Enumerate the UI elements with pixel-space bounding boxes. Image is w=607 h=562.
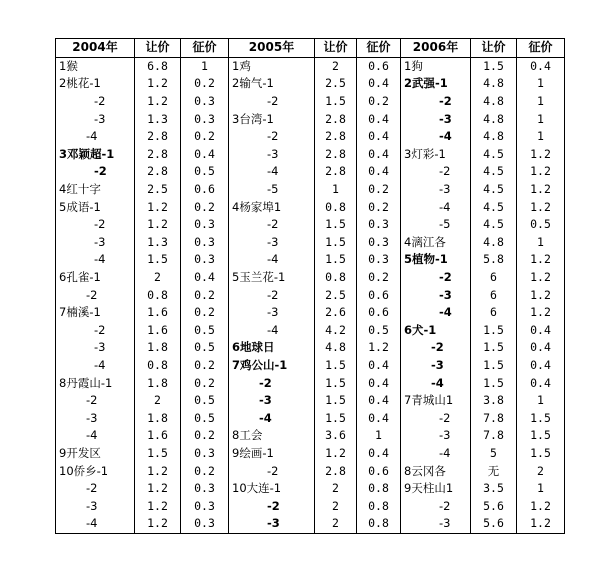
stamp-name-cell: -2 <box>229 286 315 304</box>
sell-price-cell: 1.6 <box>135 322 181 340</box>
buy-price-cell: 1.5 <box>517 445 565 463</box>
buy-price-cell: 0.4 <box>517 322 565 340</box>
sell-price-cell: 6 <box>471 286 517 304</box>
sell-price-cell: 2 <box>315 515 357 533</box>
buy-price-cell: 1.2 <box>357 339 401 357</box>
buy-price-cell: 0.4 <box>517 374 565 392</box>
buy-price-cell: 1 <box>181 57 229 75</box>
stamp-name-cell: -3 <box>401 286 471 304</box>
stamp-name-cell: -4 <box>401 304 471 322</box>
sell-price-cell: 2 <box>315 57 357 75</box>
buy-price-cell: 0.4 <box>357 75 401 93</box>
sell-price-cell: 2.8 <box>315 110 357 128</box>
buy-price-cell: 0.3 <box>181 445 229 463</box>
buy-price-cell: 0.4 <box>517 57 565 75</box>
buy-price-cell: 1 <box>517 128 565 146</box>
buy-price-cell: 0.3 <box>357 216 401 234</box>
buy-price-cell: 0.5 <box>181 163 229 181</box>
buy-price-cell: 0.4 <box>357 374 401 392</box>
stamp-name-cell: 2武强-1 <box>401 75 471 93</box>
buy-price-cell: 0.2 <box>357 181 401 199</box>
stamp-name-cell: -2 <box>229 216 315 234</box>
stamp-name-cell: -4 <box>229 251 315 269</box>
buy-price-cell: 1.2 <box>517 304 565 322</box>
sell-price-cell: 1.5 <box>471 322 517 340</box>
sell-price-cell: 1.2 <box>135 462 181 480</box>
col-2006-sell-price: 让价 <box>471 39 517 58</box>
stamp-name-cell: 8丹霞山-1 <box>56 374 135 392</box>
stamp-name-cell: 2桃花-1 <box>56 75 135 93</box>
sell-price-cell: 2.5 <box>315 75 357 93</box>
stamp-name-cell: 4杨家埠1 <box>229 198 315 216</box>
sell-price-cell: 1.2 <box>135 75 181 93</box>
sell-price-cell: 1.3 <box>135 110 181 128</box>
buy-price-cell: 1.5 <box>517 427 565 445</box>
sell-price-cell: 6.8 <box>135 57 181 75</box>
sell-price-cell: 1.2 <box>135 497 181 515</box>
buy-price-cell: 0.6 <box>357 286 401 304</box>
sell-price-cell: 2 <box>315 480 357 498</box>
buy-price-cell: 1 <box>517 93 565 111</box>
stamp-name-cell: -4 <box>56 251 135 269</box>
stamp-name-cell: 3邓颖超-1 <box>56 146 135 164</box>
buy-price-cell: 0.3 <box>181 110 229 128</box>
stamp-name-cell: -3 <box>401 515 471 533</box>
buy-price-cell: 1 <box>517 234 565 252</box>
buy-price-cell: 1 <box>357 427 401 445</box>
stamp-name-cell: 10侨乡-1 <box>56 462 135 480</box>
buy-price-cell: 0.4 <box>357 128 401 146</box>
buy-price-cell: 0.2 <box>181 198 229 216</box>
table-row <box>56 427 565 445</box>
sell-price-cell: 3.6 <box>315 427 357 445</box>
sell-price-cell: 1.5 <box>315 234 357 252</box>
table-row <box>56 146 565 164</box>
stamp-name-cell: -3 <box>229 146 315 164</box>
buy-price-cell: 0.5 <box>517 216 565 234</box>
stamp-name-cell: -2 <box>56 286 135 304</box>
buy-price-cell: 0.3 <box>357 251 401 269</box>
sell-price-cell: 4.8 <box>471 128 517 146</box>
sell-price-cell: 4.5 <box>471 146 517 164</box>
stamp-name-cell: -2 <box>229 497 315 515</box>
sell-price-cell: 3.5 <box>471 480 517 498</box>
buy-price-cell: 0.4 <box>181 146 229 164</box>
buy-price-cell: 0.2 <box>181 286 229 304</box>
buy-price-cell: 0.2 <box>181 357 229 375</box>
buy-price-cell: 0.3 <box>181 480 229 498</box>
table-row <box>56 409 565 427</box>
stamp-name-cell: -4 <box>229 322 315 340</box>
sell-price-cell: 1.2 <box>135 515 181 533</box>
buy-price-cell: 0.8 <box>357 480 401 498</box>
table-row <box>56 339 565 357</box>
buy-price-cell: 0.4 <box>357 445 401 463</box>
buy-price-cell: 0.4 <box>181 269 229 287</box>
stamp-price-table <box>55 38 565 534</box>
buy-price-cell: 0.2 <box>357 269 401 287</box>
sell-price-cell: 4.5 <box>471 181 517 199</box>
stamp-name-cell: -4 <box>401 128 471 146</box>
sell-price-cell: 1.6 <box>135 304 181 322</box>
sell-price-cell: 1.5 <box>135 251 181 269</box>
sell-price-cell: 2.8 <box>135 128 181 146</box>
col-2006-year: 2006年 <box>401 39 471 58</box>
buy-price-cell: 0.3 <box>181 93 229 111</box>
sell-price-cell: 1.5 <box>315 409 357 427</box>
stamp-name-cell: 9开发区 <box>56 445 135 463</box>
stamp-name-cell: -2 <box>56 322 135 340</box>
buy-price-cell: 0.2 <box>357 93 401 111</box>
sell-price-cell: 6 <box>471 269 517 287</box>
table-row <box>56 234 565 252</box>
col-2004-sell-price: 让价 <box>135 39 181 58</box>
buy-price-cell: 0.4 <box>357 163 401 181</box>
sell-price-cell: 1.2 <box>135 480 181 498</box>
sell-price-cell: 2.8 <box>315 128 357 146</box>
buy-price-cell: 1.2 <box>517 286 565 304</box>
table-row <box>56 216 565 234</box>
table-row <box>56 445 565 463</box>
sell-price-cell: 5.8 <box>471 251 517 269</box>
buy-price-cell: 0.8 <box>357 515 401 533</box>
table-row <box>56 251 565 269</box>
buy-price-cell: 0.6 <box>357 57 401 75</box>
sell-price-cell: 0.8 <box>135 357 181 375</box>
stamp-name-cell: -3 <box>229 515 315 533</box>
sell-price-cell: 7.8 <box>471 427 517 445</box>
col-2006-buy-price: 征价 <box>517 39 565 58</box>
stamp-name-cell: -4 <box>56 128 135 146</box>
col-2004-buy-price: 征价 <box>181 39 229 58</box>
sell-price-cell: 4.5 <box>471 216 517 234</box>
stamp-name-cell: -2 <box>401 163 471 181</box>
sell-price-cell: 2.6 <box>315 304 357 322</box>
buy-price-cell: 0.3 <box>357 234 401 252</box>
sell-price-cell: 4.8 <box>471 93 517 111</box>
stamp-name-cell: -5 <box>229 181 315 199</box>
stamp-name-cell: -2 <box>401 409 471 427</box>
buy-price-cell: 0.2 <box>181 462 229 480</box>
buy-price-cell: 0.5 <box>357 322 401 340</box>
sell-price-cell: 1.5 <box>471 57 517 75</box>
stamp-name-cell: 9天柱山1 <box>401 480 471 498</box>
sell-price-cell: 1.2 <box>135 216 181 234</box>
col-2005-year: 2005年 <box>229 39 315 58</box>
sell-price-cell: 0.8 <box>315 198 357 216</box>
buy-price-cell: 0.4 <box>357 409 401 427</box>
sell-price-cell: 1.2 <box>315 445 357 463</box>
stamp-name-cell: 6地球日 <box>229 339 315 357</box>
buy-price-cell: 1 <box>517 480 565 498</box>
stamp-name-cell: -3 <box>229 304 315 322</box>
buy-price-cell: 0.6 <box>181 181 229 199</box>
stamp-name-cell: -3 <box>56 409 135 427</box>
sell-price-cell: 2 <box>315 497 357 515</box>
stamp-name-cell: 3台湾-1 <box>229 110 315 128</box>
stamp-name-cell: -2 <box>56 392 135 410</box>
stamp-name-cell: -2 <box>229 93 315 111</box>
buy-price-cell: 0.6 <box>357 304 401 322</box>
sell-price-cell: 3.8 <box>471 392 517 410</box>
buy-price-cell: 1.2 <box>517 181 565 199</box>
stamp-name-cell: 1鸡 <box>229 57 315 75</box>
stamp-name-cell: 7青城山1 <box>401 392 471 410</box>
sell-price-cell: 5 <box>471 445 517 463</box>
stamp-name-cell: -3 <box>401 110 471 128</box>
stamp-name-cell: -2 <box>56 216 135 234</box>
table-row <box>56 181 565 199</box>
buy-price-cell: 0.3 <box>181 515 229 533</box>
table-row <box>56 128 565 146</box>
stamp-name-cell: -4 <box>401 445 471 463</box>
buy-price-cell: 0.5 <box>181 322 229 340</box>
stamp-name-cell: -2 <box>401 93 471 111</box>
stamp-name-cell: -3 <box>56 234 135 252</box>
buy-price-cell: 0.5 <box>181 339 229 357</box>
buy-price-cell: 0.4 <box>357 357 401 375</box>
stamp-name-cell: 4漓江各 <box>401 234 471 252</box>
buy-price-cell: 1.2 <box>517 251 565 269</box>
stamp-name-cell: -2 <box>401 339 471 357</box>
table-row <box>56 269 565 287</box>
table-row <box>56 286 565 304</box>
stamp-name-cell: -2 <box>56 480 135 498</box>
stamp-name-cell: -2 <box>229 374 315 392</box>
table-row <box>56 198 565 216</box>
buy-price-cell: 0.3 <box>181 234 229 252</box>
stamp-name-cell: 7鸡公山-1 <box>229 357 315 375</box>
stamp-name-cell: 5植物-1 <box>401 251 471 269</box>
stamp-name-cell: -2 <box>56 163 135 181</box>
stamp-name-cell: -3 <box>229 392 315 410</box>
table-row <box>56 515 565 533</box>
stamp-name-cell: -4 <box>401 374 471 392</box>
sell-price-cell: 4.5 <box>471 163 517 181</box>
stamp-name-cell: -4 <box>229 409 315 427</box>
sell-price-cell: 2 <box>135 269 181 287</box>
sell-price-cell: 1.5 <box>315 374 357 392</box>
buy-price-cell: 1.2 <box>517 146 565 164</box>
stamp-name-cell: 7楠溪-1 <box>56 304 135 322</box>
stamp-name-cell: 6犬-1 <box>401 322 471 340</box>
stamp-name-cell: -3 <box>56 110 135 128</box>
stamp-name-cell: 1狗 <box>401 57 471 75</box>
buy-price-cell: 1 <box>517 392 565 410</box>
buy-price-cell: 0.2 <box>357 198 401 216</box>
buy-price-cell: 2 <box>517 462 565 480</box>
buy-price-cell: 0.2 <box>181 75 229 93</box>
buy-price-cell: 0.4 <box>357 146 401 164</box>
stamp-name-cell: -3 <box>401 181 471 199</box>
buy-price-cell: 0.5 <box>181 392 229 410</box>
stamp-name-cell: -2 <box>56 93 135 111</box>
table-row <box>56 497 565 515</box>
sell-price-cell: 1.5 <box>471 339 517 357</box>
sell-price-cell: 1.5 <box>315 392 357 410</box>
sell-price-cell: 4.5 <box>471 198 517 216</box>
stamp-name-cell: -2 <box>401 269 471 287</box>
sell-price-cell: 0.8 <box>315 269 357 287</box>
buy-price-cell: 0.2 <box>181 374 229 392</box>
header-row <box>56 39 565 58</box>
stamp-name-cell: 5玉兰花-1 <box>229 269 315 287</box>
table-row <box>56 480 565 498</box>
sell-price-cell: 2.8 <box>135 146 181 164</box>
buy-price-cell: 1.2 <box>517 198 565 216</box>
buy-price-cell: 0.2 <box>181 304 229 322</box>
buy-price-cell: 1.2 <box>517 269 565 287</box>
buy-price-cell: 1 <box>517 75 565 93</box>
sell-price-cell: 1.5 <box>471 374 517 392</box>
sell-price-cell: 1.5 <box>315 93 357 111</box>
table-row <box>56 163 565 181</box>
sell-price-cell: 无 <box>471 462 517 480</box>
sell-price-cell: 1 <box>315 181 357 199</box>
stamp-name-cell: -5 <box>401 216 471 234</box>
table-row <box>56 75 565 93</box>
buy-price-cell: 0.3 <box>181 497 229 515</box>
stamp-name-cell: -2 <box>401 497 471 515</box>
sell-price-cell: 1.5 <box>471 357 517 375</box>
stamp-name-cell: 8工会 <box>229 427 315 445</box>
sell-price-cell: 6 <box>471 304 517 322</box>
sell-price-cell: 2 <box>135 392 181 410</box>
sell-price-cell: 2.5 <box>135 181 181 199</box>
table-row <box>56 462 565 480</box>
table-row <box>56 322 565 340</box>
sell-price-cell: 4.8 <box>315 339 357 357</box>
stamp-name-cell: 1猴 <box>56 57 135 75</box>
col-2005-sell-price: 让价 <box>315 39 357 58</box>
stamp-name-cell: -4 <box>56 357 135 375</box>
table-row <box>56 93 565 111</box>
table-row <box>56 392 565 410</box>
sell-price-cell: 4.8 <box>471 75 517 93</box>
buy-price-cell: 1.2 <box>517 163 565 181</box>
buy-price-cell: 0.4 <box>517 357 565 375</box>
sell-price-cell: 1.5 <box>135 445 181 463</box>
col-2004-year: 2004年 <box>56 39 135 58</box>
stamp-name-cell: 3灯彩-1 <box>401 146 471 164</box>
buy-price-cell: 0.2 <box>181 427 229 445</box>
buy-price-cell: 0.8 <box>357 497 401 515</box>
stamp-name-cell: -2 <box>229 128 315 146</box>
buy-price-cell: 0.2 <box>181 128 229 146</box>
sell-price-cell: 2.8 <box>315 462 357 480</box>
stamp-name-cell: 5成语-1 <box>56 198 135 216</box>
stamp-name-cell: -3 <box>401 427 471 445</box>
stamp-name-cell: -2 <box>229 462 315 480</box>
stamp-name-cell: 10大连-1 <box>229 480 315 498</box>
sell-price-cell: 1.2 <box>135 93 181 111</box>
sell-price-cell: 4.8 <box>471 234 517 252</box>
stamp-name-cell: 4红十字 <box>56 181 135 199</box>
stamp-name-cell: -3 <box>401 357 471 375</box>
sell-price-cell: 1.8 <box>135 339 181 357</box>
table-row <box>56 110 565 128</box>
sell-price-cell: 1.5 <box>315 216 357 234</box>
table-row <box>56 57 565 75</box>
sell-price-cell: 2.8 <box>315 163 357 181</box>
buy-price-cell: 1 <box>517 110 565 128</box>
stamp-name-cell: -4 <box>56 515 135 533</box>
sell-price-cell: 1.8 <box>135 409 181 427</box>
sell-price-cell: 2.8 <box>315 146 357 164</box>
table-row <box>56 357 565 375</box>
stamp-name-cell: -3 <box>229 234 315 252</box>
sell-price-cell: 2.8 <box>135 163 181 181</box>
buy-price-cell: 0.5 <box>181 409 229 427</box>
sell-price-cell: 1.5 <box>315 357 357 375</box>
sell-price-cell: 1.6 <box>135 427 181 445</box>
buy-price-cell: 0.4 <box>357 110 401 128</box>
sell-price-cell: 1.3 <box>135 234 181 252</box>
buy-price-cell: 0.3 <box>181 251 229 269</box>
col-2005-buy-price: 征价 <box>357 39 401 58</box>
buy-price-cell: 0.4 <box>357 392 401 410</box>
stamp-name-cell: 8云冈各 <box>401 462 471 480</box>
sell-price-cell: 1.2 <box>135 198 181 216</box>
stamp-name-cell: -3 <box>56 339 135 357</box>
stamp-name-cell: 6孔雀-1 <box>56 269 135 287</box>
table-row <box>56 374 565 392</box>
buy-price-cell: 0.3 <box>181 216 229 234</box>
stamp-name-cell: -4 <box>56 427 135 445</box>
buy-price-cell: 1.5 <box>517 409 565 427</box>
stamp-name-cell: 2输气-1 <box>229 75 315 93</box>
stamp-name-cell: 9绘画-1 <box>229 445 315 463</box>
sell-price-cell: 7.8 <box>471 409 517 427</box>
sell-price-cell: 5.6 <box>471 497 517 515</box>
stamp-name-cell: -4 <box>229 163 315 181</box>
sell-price-cell: 5.6 <box>471 515 517 533</box>
buy-price-cell: 0.4 <box>517 339 565 357</box>
buy-price-cell: 1.2 <box>517 515 565 533</box>
stamp-name-cell: -3 <box>56 497 135 515</box>
sell-price-cell: 4.2 <box>315 322 357 340</box>
buy-price-cell: 1.2 <box>517 497 565 515</box>
buy-price-cell: 0.6 <box>357 462 401 480</box>
table-row <box>56 304 565 322</box>
sell-price-cell: 4.8 <box>471 110 517 128</box>
sell-price-cell: 1.8 <box>135 374 181 392</box>
sell-price-cell: 2.5 <box>315 286 357 304</box>
sell-price-cell: 1.5 <box>315 251 357 269</box>
sell-price-cell: 0.8 <box>135 286 181 304</box>
stamp-name-cell: -4 <box>401 198 471 216</box>
